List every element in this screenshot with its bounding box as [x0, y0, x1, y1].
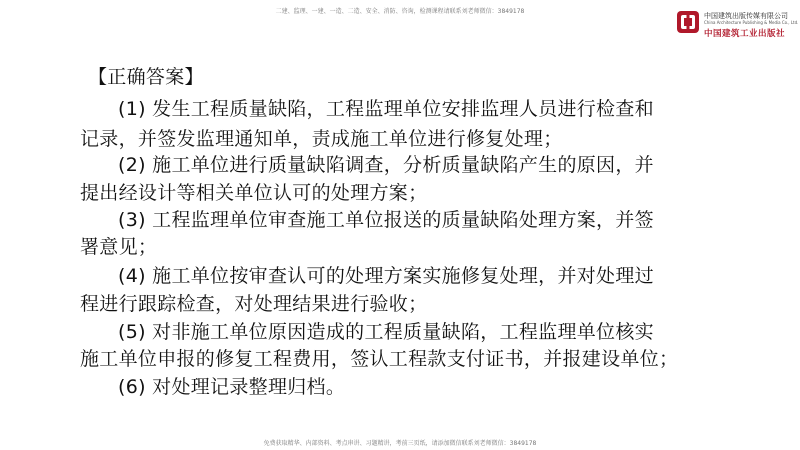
answer-line: 记录，并签发监理通知单，责成施工单位进行修复处理；	[80, 128, 563, 150]
answer-line: 施工单位申报的修复工程费用，签认工程款支付证书，并报建设单位；	[80, 348, 679, 370]
answer-line: (4) 施工单位按审查认可的处理方案实施修复处理，并对处理过	[118, 265, 654, 287]
top-contact-note: 二建、监理、一建、一造、二造、安全、消防、咨询，检测课程请联系刘老师微信：3849178	[275, 8, 525, 15]
publisher-logo	[676, 10, 799, 42]
answer-line: (2) 施工单位进行质量缺陷调查，分析质量缺陷产生的原因，并	[118, 154, 654, 176]
answer-line: (6) 对处理记录整理归档。	[118, 376, 346, 398]
answer-line: (1) 发生工程质量缺陷，工程监理单位安排监理人员进行检查和	[118, 98, 654, 120]
publisher-emblem-icon	[676, 10, 700, 34]
answer-line: 提出经设计等相关单位认可的处理方案；	[80, 182, 428, 204]
bottom-contact-note: 免费获取精华、内部资料、考点串讲、习题精讲，考前三页纸，请添加微信联系刘老师微信：3849178	[263, 440, 537, 447]
answer-line: (5) 对非施工单位原因造成的工程质量缺陷，工程监理单位核实	[118, 321, 654, 343]
answer-line: (3) 工程监理单位审查施工单位报送的质量缺陷处理方案，并签	[118, 209, 654, 231]
publisher-name-cn: 中国建筑出版传媒有限公司	[704, 12, 788, 20]
publisher-name-en: China Architecture Publishing & Media Co., Ltd.	[704, 20, 799, 25]
publisher-wordmark: 中国建筑工业出版社	[704, 29, 786, 39]
answer-line: 程进行跟踪检查，对处理结果进行验收；	[80, 293, 428, 315]
answer-heading: 【正确答案】	[88, 66, 204, 88]
answer-line: 署意见；	[80, 236, 158, 258]
